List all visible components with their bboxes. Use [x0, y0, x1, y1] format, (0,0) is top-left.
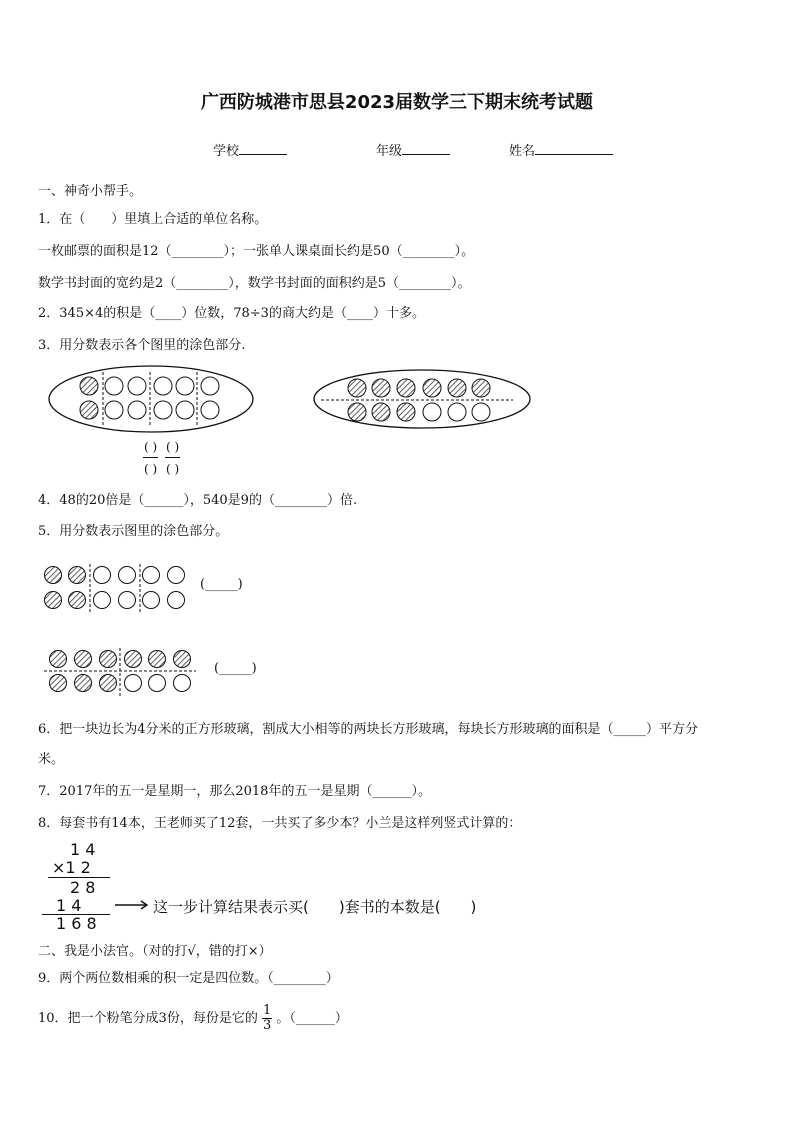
question-5: 5．用分数表示图里的涂色部分。	[38, 524, 229, 539]
q10-numerator: 1	[262, 1003, 272, 1018]
q5-answer-1[interactable]: (_____)	[200, 577, 243, 592]
question-7: 7．2017年的五一是星期一，那么2018年的五一是星期（______）。	[38, 784, 431, 799]
q3-frac-bar-1	[143, 457, 158, 458]
q3-figures	[45, 362, 545, 436]
q3-frac-den-2[interactable]: ( )	[166, 462, 180, 476]
school-field	[213, 140, 287, 159]
question-9: 9．两个两位数相乘的积一定是四位数。（________）	[38, 971, 339, 986]
grade-label: 年级	[376, 144, 403, 159]
calc-row-2: ×1 2	[52, 858, 91, 877]
q3-frac-num-1[interactable]: ( )	[144, 440, 158, 454]
arrow-right-icon	[115, 898, 151, 912]
question-2: 2．345×4的积是（____）位数，78÷3的商大约是（____）十多。	[38, 306, 425, 321]
calc-row-4: 1 4	[56, 896, 82, 915]
q5-figure-1	[38, 560, 198, 614]
section-2-heading: 二、我是小法官。（对的打√，错的打×）	[38, 944, 272, 959]
page-title: 广西防城港市思县2023届数学三下期末统考试题	[200, 92, 594, 113]
calc-row-3: 2 8	[70, 878, 96, 897]
question-8: 8．每套书有14本，王老师买了12套，一共买了多少本？小兰是这样列竖式计算的：	[38, 816, 522, 831]
q10-fraction	[262, 1004, 272, 1033]
q10-denominator: 3	[262, 1018, 272, 1033]
school-label: 学校	[213, 144, 240, 159]
q3-figure-left	[49, 366, 253, 432]
q3-frac-bar-2	[165, 457, 180, 458]
calc-row-5: 1 6 8	[56, 914, 97, 933]
q3-frac-num-2[interactable]: ( )	[166, 440, 180, 454]
school-blank[interactable]	[239, 142, 287, 155]
question-3: 3．用分数表示各个图里的涂色部分.	[38, 338, 246, 353]
question-1a: 一枚邮票的面积是12（________）；一张单人课桌面长约是50（________）。	[38, 244, 475, 259]
question-1b: 数学书封面的宽约是2（________），数学书封面的面积约是5（________）。	[38, 276, 471, 291]
question-6: 6．把一块边长为4分米的正方形玻璃，割成大小相等的两块长方形玻璃，每块长方形玻璃的面积是（_____）平方分	[38, 722, 699, 737]
question-4: 4．48的20倍是（______），540是9的（________）倍.	[38, 493, 358, 508]
q10-text: 10．把一个粉笔分成3份，每份是它的	[38, 1011, 258, 1026]
question-6-cont: 米。	[38, 752, 65, 767]
question-10	[38, 1004, 348, 1033]
q5-figure-2	[40, 644, 200, 698]
q5-answer-2[interactable]: (_____)	[214, 661, 257, 676]
section-1-heading: 一、神奇小帮手。	[38, 184, 143, 199]
name-label: 姓名	[509, 144, 536, 159]
q3-figure-right	[314, 370, 530, 428]
q3-frac-den-1[interactable]: ( )	[144, 462, 158, 476]
q8-annotation: 这一步计算结果表示买( )套书的本数是( )	[153, 898, 477, 916]
grade-blank[interactable]	[402, 142, 450, 155]
calc-row-1: 1 4	[70, 840, 96, 859]
name-blank[interactable]	[535, 142, 613, 155]
name-field	[509, 140, 613, 159]
q10-answer[interactable]: 。（______）	[276, 1011, 348, 1026]
grade-field	[376, 140, 450, 159]
question-1: 1．在（ ）里填上合适的单位名称。	[38, 212, 268, 227]
